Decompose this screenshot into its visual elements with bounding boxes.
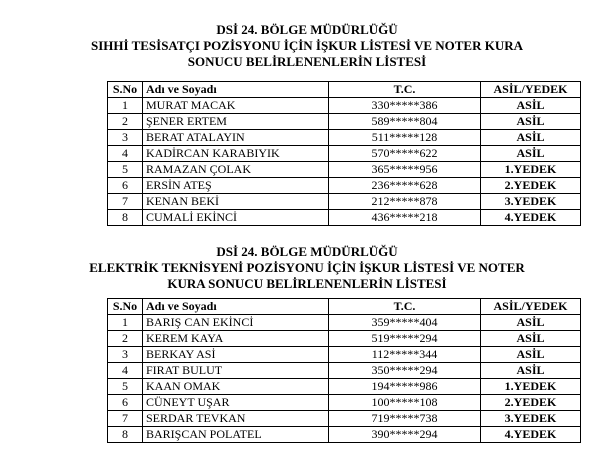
cell-sno: 1 (108, 315, 143, 331)
cell-status: ASİL (481, 98, 581, 114)
table-row (108, 315, 581, 331)
table-row (108, 363, 581, 379)
cell-tc: 100*****108 (329, 395, 481, 411)
cell-tc: 212*****878 (329, 194, 481, 210)
cell-tc: 350*****294 (329, 363, 481, 379)
cell-name: CUMALİ EKİNCİ (143, 210, 329, 226)
cell-sno: 7 (108, 194, 143, 210)
cell-sno: 4 (108, 363, 143, 379)
cell-name: BARIŞCAN POLATEL (143, 427, 329, 443)
cell-tc: 436*****218 (329, 210, 481, 226)
cell-sno: 6 (108, 178, 143, 194)
table-row (108, 114, 581, 130)
cell-name: ŞENER ERTEM (143, 114, 329, 130)
cell-status: 3.YEDEK (481, 411, 581, 427)
table-header-row (108, 82, 581, 98)
cell-name: RAMAZAN ÇOLAK (143, 162, 329, 178)
table-row (108, 146, 581, 162)
cell-name: BERKAY ASİ (143, 347, 329, 363)
table-body (108, 315, 581, 443)
cell-name: BERAT ATALAYIN (143, 130, 329, 146)
cell-status: ASİL (481, 146, 581, 162)
cell-sno: 2 (108, 331, 143, 347)
cell-tc: 719*****738 (329, 411, 481, 427)
cell-name: BARIŞ CAN EKİNCİ (143, 315, 329, 331)
table-body (108, 98, 581, 226)
section-title-line: KURA SONUCU BELİRLENENLERİN LİSTESİ (167, 276, 447, 291)
cell-status: ASİL (481, 363, 581, 379)
table-row (108, 331, 581, 347)
cell-status: 4.YEDEK (481, 427, 581, 443)
table-row (108, 395, 581, 411)
table-row (108, 194, 581, 210)
section-title-line: SONUCU BELİRLENENLERİN LİSTESİ (187, 54, 427, 69)
cell-sno: 3 (108, 347, 143, 363)
col-header-status: ASİL/YEDEK (481, 82, 581, 98)
cell-status: 2.YEDEK (481, 395, 581, 411)
cell-sno: 5 (108, 379, 143, 395)
cell-tc: 511*****128 (329, 130, 481, 146)
cell-sno: 6 (108, 395, 143, 411)
table-row (108, 130, 581, 146)
cell-name: KENAN BEKİ (143, 194, 329, 210)
col-header-name: Adı ve Soyadı (143, 299, 329, 315)
cell-name: KADİRCAN KARABIYIK (143, 146, 329, 162)
cell-sno: 3 (108, 130, 143, 146)
cell-sno: 5 (108, 162, 143, 178)
col-header-status: ASİL/YEDEK (481, 299, 581, 315)
cell-status: 2.YEDEK (481, 178, 581, 194)
cell-tc: 390*****294 (329, 427, 481, 443)
cell-status: ASİL (481, 130, 581, 146)
table-header-row (108, 299, 581, 315)
cell-name: CÜNEYT UŞAR (143, 395, 329, 411)
cell-name: ERSİN ATEŞ (143, 178, 329, 194)
cell-status: 1.YEDEK (481, 162, 581, 178)
cell-sno: 2 (108, 114, 143, 130)
result-table-1 (107, 81, 581, 226)
cell-tc: 359*****404 (329, 315, 481, 331)
col-header-name: Adı ve Soyadı (143, 82, 329, 98)
cell-status: ASİL (481, 114, 581, 130)
col-header-sno: S.No (108, 299, 143, 315)
cell-name: MURAT MACAK (143, 98, 329, 114)
cell-sno: 1 (108, 98, 143, 114)
table-row (108, 427, 581, 443)
table-row (108, 162, 581, 178)
cell-name: SERDAR TEVKAN (143, 411, 329, 427)
section-sihhi-tesisatci (0, 22, 614, 70)
cell-status: 4.YEDEK (481, 210, 581, 226)
section-title-line: SIHHİ TESİSATÇI POZİSYONU İÇİN İŞKUR LİSTESİ VE NOTER KURA (90, 38, 524, 53)
cell-status: 3.YEDEK (481, 194, 581, 210)
cell-tc: 365*****956 (329, 162, 481, 178)
section-elektrik-teknisyeni (0, 244, 614, 292)
cell-tc: 589*****804 (329, 114, 481, 130)
cell-status: 1.YEDEK (481, 379, 581, 395)
cell-tc: 236*****628 (329, 178, 481, 194)
section-title-line: ELEKTRİK TEKNİSYENİ POZİSYONU İÇİN İŞKUR LİSTESİ VE NOTER (89, 260, 525, 275)
table-row (108, 178, 581, 194)
cell-tc: 330*****386 (329, 98, 481, 114)
col-header-tc: T.C. (329, 82, 481, 98)
cell-name: FIRAT BULUT (143, 363, 329, 379)
cell-tc: 112*****344 (329, 347, 481, 363)
cell-status: ASİL (481, 331, 581, 347)
col-header-sno: S.No (108, 82, 143, 98)
cell-tc: 519*****294 (329, 331, 481, 347)
cell-tc: 194*****986 (329, 379, 481, 395)
table-row (108, 411, 581, 427)
cell-name: KAAN OMAK (143, 379, 329, 395)
cell-status: ASİL (481, 315, 581, 331)
col-header-tc: T.C. (329, 299, 481, 315)
cell-sno: 8 (108, 210, 143, 226)
section-title-line: DSİ 24. BÖLGE MÜDÜRLÜĞÜ (216, 244, 398, 259)
cell-sno: 8 (108, 427, 143, 443)
result-table-2 (107, 298, 581, 443)
cell-status: ASİL (481, 347, 581, 363)
cell-name: KEREM KAYA (143, 331, 329, 347)
table-row (108, 210, 581, 226)
cell-tc: 570*****622 (329, 146, 481, 162)
cell-sno: 7 (108, 411, 143, 427)
section-title-line: DSİ 24. BÖLGE MÜDÜRLÜĞÜ (216, 22, 398, 37)
cell-sno: 4 (108, 146, 143, 162)
table-row (108, 379, 581, 395)
table-row (108, 98, 581, 114)
table-row (108, 347, 581, 363)
